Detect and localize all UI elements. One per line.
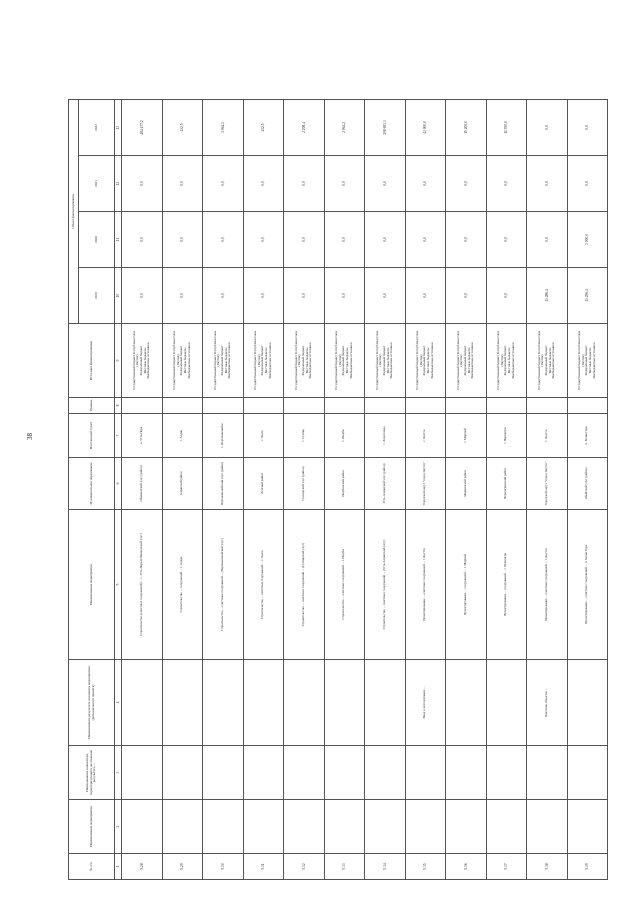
volume-value-2021: 0,0 [365,156,406,212]
fin-source-line: Внебюджетные источники [267,342,272,379]
fin-source-line: Федеральный бюджет [422,345,427,376]
fin-source-cell [243,324,284,398]
header-year-2020: 2020 [79,212,115,268]
fin-source-line: Федеральный бюджет [219,345,224,376]
volume-value-2022: 208 693,3 [365,99,406,155]
level-cell [486,398,527,414]
volume-value-2020: 0,0 [122,212,163,268]
volume-value-2019: 13 286,4 [527,268,568,324]
fin-source-cell [284,324,325,398]
volume-value-2020: 0,0 [486,212,527,268]
column-number: 6 [115,458,122,510]
fin-source-cell [405,324,446,398]
indicator-cell [527,746,568,800]
fin-source-line: Государственный бюджет Республики Саха (Якутия) [496,331,504,390]
fin-source-line: Местные бюджеты [223,347,228,374]
object-name: Проектирование ... сооружений ... г. Мирный [446,510,487,660]
municipality-cell: Мирнинский район [446,458,487,510]
volume-value-2020: 0,0 [243,212,284,268]
header-result: Наименование результата основного мероприятия (регионального проекта) [69,660,115,746]
fin-source-line: Федеральный бюджет [543,345,548,376]
volume-value-2021: 0,0 [567,156,608,212]
indicator-cell [162,746,203,800]
header-measure-name: Наименование мероприятия [69,800,115,854]
fin-source-line: Внебюджетные источники [186,342,191,379]
volume-value-2021: 0,0 [162,156,203,212]
row-number: 5.28 [122,854,163,880]
column-number: 12 [115,156,122,212]
column-number: 7 [115,414,122,458]
fin-source-line: Государственный бюджет Республики Саха (Якутия) [334,331,342,390]
row-number: 5.36 [446,854,487,880]
volume-value-2021: 0,0 [284,156,325,212]
table-row [284,99,325,879]
volume-value-2020: 3 000,0 [567,212,608,268]
fin-source-line: Внебюджетные источники [551,342,556,379]
settlement-cell: с. Борогонцы [365,414,406,458]
fin-source-line: Внебюджетные источники [389,342,394,379]
municipality-cell: Абыйский улус (район) [567,458,608,510]
fin-source-cell [567,324,608,398]
header-indicator: Наименование показателя, характеризующего достижение результата, ... [69,746,115,800]
volume-value-2020: 0,0 [527,212,568,268]
fin-source-line: Местные бюджеты [142,347,147,374]
object-name: Проектирование ... очистных сооружений ... г. Якутск [405,510,446,660]
municipality-cell: Городской округ "город Якутск" [527,458,568,510]
table-row [324,99,365,879]
fin-source-line: Местные бюджеты [345,347,350,374]
indicator-cell [405,746,446,800]
result-cell [446,660,487,746]
row-number: 5.39 [567,854,608,880]
volume-value-2019: 0,0 [486,268,527,324]
indicator-cell [284,746,325,800]
result-cell [243,660,284,746]
fin-source-line: Местные бюджеты [385,347,390,374]
volume-value-2022: 2 064,2 [324,99,365,155]
indicator-cell [365,746,406,800]
volume-value-2022: 1 064,3 [203,99,244,155]
column-number: 9 [115,324,122,398]
measure-name-cell [486,800,527,854]
volume-value-2022: 484 477,2 [122,99,163,155]
volume-value-2020: 0,0 [446,212,487,268]
volume-value-2021: 0,0 [527,156,568,212]
measure-name-cell [243,800,284,854]
volume-value-2022: 0,0 [527,99,568,155]
header-object: Наименование мероприятия [69,510,115,660]
table-row [567,99,608,879]
fin-source-line: Местные бюджеты [588,347,593,374]
table-row [527,99,568,879]
table-row [405,99,446,879]
column-number: 2 [115,800,122,854]
fin-source-line: Государственный бюджет Республики Саха (Якутия) [415,331,423,390]
column-numbers-row [115,99,122,879]
level-cell [203,398,244,414]
municipality-cell: Ленский район [243,458,284,510]
row-number: 5.29 [162,854,203,880]
volume-value-2021: 0,0 [446,156,487,212]
fin-source-line: Местные бюджеты [547,347,552,374]
settlement-cell: г. Якутск [527,414,568,458]
result-cell [567,660,608,746]
fin-source-line: Государственный бюджет Республики Саха (Якутия) [253,331,261,390]
table-row [162,99,203,879]
result-cell [365,660,406,746]
table-row [365,99,406,879]
object-name: Строительство ... очистных сооружений ... (Усть-Алданский улус) [365,510,406,660]
indicator-cell [567,746,608,800]
header-settlement: Населенный пункт [69,414,115,458]
column-number: 5 [115,510,122,660]
volume-value-2021: 0,0 [486,156,527,212]
fin-source-line: Федеральный бюджет [179,345,184,376]
fin-source-line: Внебюджетные источники [227,342,232,379]
page-number: 38 [26,433,34,440]
fin-source-line: Внебюджетные источники [429,342,434,379]
settlement-cell: г. Алдан [162,414,203,458]
volume-value-2022: 11 550,0 [486,99,527,155]
fin-source-line: Федеральный бюджет [381,345,386,376]
level-cell [365,398,406,414]
fin-source-line: Местные бюджеты [304,347,309,374]
measure-name-cell [203,800,244,854]
volume-value-2020: 0,0 [365,212,406,268]
indicator-cell [203,746,244,800]
fin-source-line: Государственный бюджет Республики Саха (Якутия) [131,331,140,390]
level-cell [122,398,163,414]
fin-source-line: Федеральный бюджет [138,345,143,376]
measure-name-cell [324,800,365,854]
object-name: Строительство ... очистных сооружений ... (Сунтарский улус) [284,510,325,660]
result-cell: Внесение объектов ... [527,660,568,746]
header-year-2019: 2019 [79,268,115,324]
measure-name-cell [284,800,325,854]
table-row [446,99,487,879]
row-number: 5.35 [405,854,446,880]
header-row-no: № п/п [69,854,115,880]
column-number: 3 [115,746,122,800]
fin-source-line: Федеральный бюджет [503,345,508,376]
volume-value-2020: 0,0 [284,212,325,268]
fin-source-cell [486,324,527,398]
fin-source-line: Внебюджетные источники [146,342,151,379]
volume-value-2019: 13 256,4 [567,268,608,324]
object-name: Строительство (очистных сооружений) ... с. Усть-Нера (Оймяконский улус) [122,510,163,660]
result-cell [122,660,163,746]
settlement-cell: г. Якутск [405,414,446,458]
municipality-cell: Алданский район [162,458,203,510]
measure-name-cell [527,800,568,854]
volume-value-2022: 0,0 [567,99,608,155]
volume-value-2019: 0,0 [405,268,446,324]
result-cell: Ввод в эксплуатацию ... [405,660,446,746]
measure-name-cell [405,800,446,854]
fin-source-cell [446,324,487,398]
table-row [122,99,163,879]
column-number: 10 [115,268,122,324]
volume-value-2022: 432,5 [243,99,284,155]
level-cell [567,398,608,414]
measure-name-cell [365,800,406,854]
fin-source-cell [324,324,365,398]
volume-value-2022: 43 000,0 [405,99,446,155]
financing-table [68,99,608,880]
column-number: 1 [115,854,122,880]
settlement-cell: п. Усть-Нера [122,414,163,458]
volume-value-2021: 0,0 [203,156,244,212]
object-name: Строительство ... очистных сооружений ... г. Нюрба [324,510,365,660]
measure-name-cell [162,800,203,854]
municipality-cell: Нюрбинский район [324,458,365,510]
volume-value-2019: 0,0 [446,268,487,324]
row-number: 5.30 [203,854,244,880]
fin-source-line: Внебюджетные источники [591,342,596,379]
object-name: Проектирование ... сооружений ... г. Нерюнгри [486,510,527,660]
table-row [243,99,284,879]
volume-value-2019: 0,0 [162,268,203,324]
fin-source-line: Государственный бюджет Республики Саха (Якутия) [577,331,585,390]
municipality-cell: Верхневилюйский улус (район) [203,458,244,510]
fin-source-line: Внебюджетные источники [348,342,353,379]
indicator-cell [324,746,365,800]
settlement-cell: с. Верхневилюйск [203,414,244,458]
indicator-cell [446,746,487,800]
header-year-2021: 2021 [79,156,115,212]
header-year-2022: 2022 [79,99,115,155]
volume-value-2021: 0,0 [405,156,446,212]
result-cell [162,660,203,746]
object-name: Строительство ... сооружений ... г. Алдан [162,510,203,660]
volume-value-2022: 432,5 [162,99,203,155]
level-cell [243,398,284,414]
volume-value-2019: 0,0 [365,268,406,324]
indicator-cell [243,746,284,800]
object-name: Проектирование ... очистных сооружений ... г. Якутск [527,510,568,660]
fin-source-line: Государственный бюджет Республики Саха (Якутия) [374,331,383,390]
result-cell [284,660,325,746]
volume-value-2021: 0,0 [122,156,163,212]
column-number: 13 [115,99,122,155]
fin-source-line: Государственный бюджет Республики Саха (Якутия) [172,331,180,390]
municipality-cell: Усть-Алданский улус (район) [365,458,406,510]
settlement-cell: г. Ленск [243,414,284,458]
table-body [122,99,608,879]
table-row [486,99,527,879]
fin-source-line: Государственный бюджет Республики Саха (Якутия) [212,331,221,390]
row-number: 5.32 [284,854,325,880]
header-volume: Объем финансирования [69,99,79,323]
table-row [203,99,244,879]
settlement-cell: г. Нерюнгри [486,414,527,458]
level-cell [162,398,203,414]
result-cell [324,660,365,746]
volume-value-2019: 0,0 [203,268,244,324]
fin-source-line: Внебюджетные источники [510,342,515,379]
municipality-cell: Оймяконский улус (район) [122,458,163,510]
level-cell [324,398,365,414]
settlement-cell: г. Мирный [446,414,487,458]
volume-value-2019: 0,0 [284,268,325,324]
fin-source-line: Государственный бюджет Республики Саха (Якутия) [455,331,464,390]
fin-source-cell [365,324,406,398]
volume-value-2019: 0,0 [122,268,163,324]
volume-value-2020: 0,0 [162,212,203,268]
volume-value-2019: 0,0 [243,268,284,324]
row-number: 5.33 [324,854,365,880]
indicator-cell [122,746,163,800]
object-name: Строительство ... очистных сооружений ... (Верхневилюйский улус) [203,510,244,660]
volume-value-2022: 2 208,4 [284,99,325,155]
level-cell [405,398,446,414]
row-number: 5.34 [365,854,406,880]
fin-source-line: Внебюджетные источники [308,342,313,379]
volume-value-2021: 0,0 [243,156,284,212]
volume-value-2020: 0,0 [203,212,244,268]
municipality-cell: Нерюнгринский район [486,458,527,510]
measure-name-cell [567,800,608,854]
volume-value-2019: 0,0 [324,268,365,324]
indicator-cell [486,746,527,800]
level-cell [527,398,568,414]
volume-value-2021: 0,0 [324,156,365,212]
fin-source-line: Федеральный бюджет [584,345,589,376]
result-cell [203,660,244,746]
fin-source-cell [122,324,163,398]
header-municipality: Муниципальное образование [69,458,115,510]
fin-source-line: Местные бюджеты [466,347,471,374]
volume-value-2020: 0,0 [405,212,446,268]
header-level: Уровень [69,398,115,414]
fin-source-line: Федеральный бюджет [462,345,467,376]
header-fin-source: Источник финансирования [69,324,115,398]
rotated-table-container [68,100,608,880]
fin-source-cell [162,324,203,398]
fin-source-line: Федеральный бюджет [300,345,305,376]
settlement-cell: г. Нюрба [324,414,365,458]
municipality-cell: Сунтарский улус (район) [284,458,325,510]
measure-name-cell [122,800,163,854]
fin-source-line: Местные бюджеты [426,347,431,374]
result-cell [486,660,527,746]
fin-source-line: Государственный бюджет Республики Саха (Якутия) [293,331,302,390]
column-number: 8 [115,398,122,414]
municipality-cell: Городской округ "город Якутск" [405,458,446,510]
fin-source-cell [203,324,244,398]
row-number: 5.38 [527,854,568,880]
object-name: Проектирование ... очистных сооружений ... п. Белая Гора [567,510,608,660]
fin-source-line: Местные бюджеты [264,347,269,374]
fin-source-line: Местные бюджеты [183,347,188,374]
fin-source-cell [527,324,568,398]
volume-value-2020: 0,0 [324,212,365,268]
measure-name-cell [446,800,487,854]
volume-value-2022: 15 200,0 [446,99,487,155]
fin-source-line: Внебюджетные источники [470,342,475,379]
column-number: 4 [115,660,122,746]
fin-source-line: Федеральный бюджет [260,345,265,376]
row-number: 5.37 [486,854,527,880]
object-name: Строительство ... очистных сооружений ... г. Ленск [243,510,284,660]
fin-source-line: Федеральный бюджет [341,345,346,376]
row-number: 5.31 [243,854,284,880]
level-cell [446,398,487,414]
column-number: 11 [115,212,122,268]
fin-source-line: Государственный бюджет Республики Саха (Якутия) [536,331,545,390]
fin-source-line: Местные бюджеты [507,347,512,374]
settlement-cell: п. Белая Гора [567,414,608,458]
settlement-cell: с. Сунтар [284,414,325,458]
level-cell [284,398,325,414]
